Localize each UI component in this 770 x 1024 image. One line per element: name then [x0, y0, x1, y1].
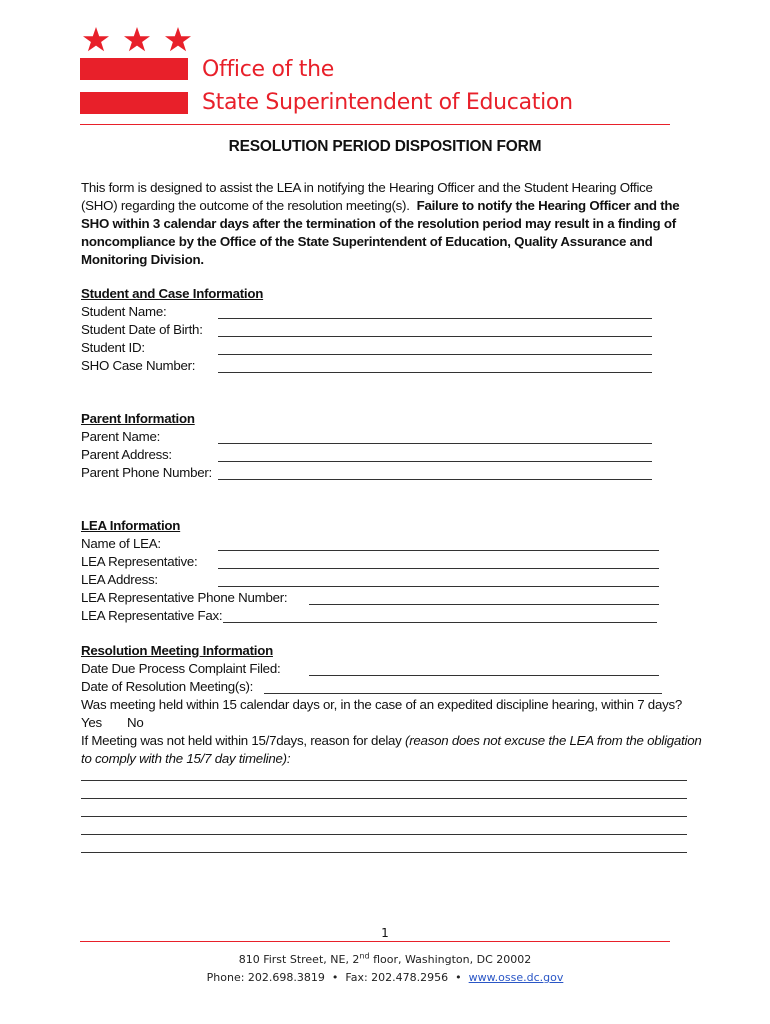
header-divider	[80, 124, 670, 125]
bullet-separator: •	[455, 971, 462, 984]
form-intro	[81, 179, 681, 269]
meeting-dates-label: Date of Resolution Meeting(s):	[81, 679, 254, 694]
address-ordinal: nd	[359, 951, 370, 961]
parent-phone-label: Parent Phone Number:	[81, 465, 213, 480]
delay-reason-line[interactable]	[81, 852, 687, 853]
delay-reason-prompt-cont	[81, 751, 290, 766]
no-option[interactable]: No	[127, 715, 144, 730]
delay-reason-line[interactable]	[81, 834, 687, 835]
delay-reason-line[interactable]	[81, 798, 687, 799]
lea-representative-field[interactable]	[218, 568, 659, 569]
parent-name-label: Parent Name:	[81, 429, 161, 444]
lea-name-label: Name of LEA:	[81, 536, 161, 551]
parent-phone-field[interactable]	[218, 479, 652, 480]
address-start: 810 First Street, NE, 2	[238, 953, 360, 966]
footer-phone: Phone: 202.698.3819	[206, 971, 325, 984]
bullet-separator: •	[331, 971, 339, 984]
lea-rep-phone-field[interactable]	[309, 604, 659, 605]
address-end: floor, Washington, DC 20002	[369, 953, 532, 966]
footer-website-link[interactable]: www.osse.dc.gov	[468, 971, 564, 984]
osse-logo	[80, 26, 600, 116]
dc-flag-bar-bottom	[80, 92, 188, 114]
footer-address	[0, 953, 770, 966]
parent-address-field[interactable]	[218, 461, 652, 462]
page-number: 1	[381, 926, 389, 940]
meeting-dates-field[interactable]	[264, 693, 662, 694]
delay-reason-line[interactable]	[81, 816, 687, 817]
sho-case-number-label: SHO Case Number:	[81, 358, 196, 373]
org-name-line2: State Superintendent of Education	[202, 90, 573, 115]
delay-reason-note-cont: to comply with the 15/7 day timeline):	[81, 751, 291, 766]
delay-reason-text: If Meeting was not held within 15/7days, reason for delay	[81, 733, 402, 748]
student-id-label: Student ID:	[81, 340, 145, 355]
student-name-label: Student Name:	[81, 304, 167, 319]
footer-fax: Fax: 202.478.2956	[345, 971, 449, 984]
delay-reason-note: (reason does not excuse the LEA from the obligation	[405, 733, 702, 748]
student-section-heading: Student and Case Information	[81, 286, 264, 301]
lea-rep-phone-label: LEA Representative Phone Number:	[81, 590, 288, 605]
lea-section-heading: LEA Information	[81, 518, 181, 533]
complaint-filed-label: Date Due Process Complaint Filed:	[81, 661, 281, 676]
lea-rep-fax-field[interactable]	[223, 622, 657, 623]
intro-text: This form is designed to assist the LEA in notifying the Hearing Officer and the Student Hearing Office (SHO) regarding the outcome of the resolution meeting(s).	[81, 180, 653, 213]
footer-divider	[80, 941, 670, 942]
lea-address-field[interactable]	[218, 586, 659, 587]
dc-flag-bar-top	[80, 58, 188, 80]
meeting-timeline-question: Was meeting held within 15 calendar days or, in the case of an expedited discipline hearing, within 7 days?	[81, 697, 683, 712]
yes-option[interactable]: Yes	[81, 715, 102, 730]
form-title: RESOLUTION PERIOD DISPOSITION FORM	[228, 138, 542, 155]
parent-section-heading: Parent Information	[81, 411, 195, 426]
student-name-field[interactable]	[218, 318, 652, 319]
lea-rep-fax-label: LEA Representative Fax:	[81, 608, 223, 623]
lea-address-label: LEA Address:	[81, 572, 158, 587]
lea-name-field[interactable]	[218, 550, 659, 551]
lea-representative-label: LEA Representative:	[81, 554, 198, 569]
student-dob-label: Student Date of Birth:	[81, 322, 203, 337]
delay-reason-line[interactable]	[81, 780, 687, 781]
meeting-section-heading: Resolution Meeting Information	[81, 643, 273, 658]
student-id-field[interactable]	[218, 354, 652, 355]
footer-contact	[0, 971, 770, 984]
student-dob-field[interactable]	[218, 336, 652, 337]
dc-flag-stars-icon	[82, 26, 192, 54]
delay-reason-prompt	[81, 733, 702, 748]
org-name-line1: Office of the	[202, 57, 334, 82]
parent-name-field[interactable]	[218, 443, 652, 444]
complaint-filed-field[interactable]	[309, 675, 659, 676]
parent-address-label: Parent Address:	[81, 447, 172, 462]
intro-warning: Failure to notify the Hearing Officer and the SHO within 3 calendar days after the termination of the resolution period may result in a finding of noncompliance by the Office of the State Superintendent of Education, Quality Assurance and Monitoring Division.	[81, 198, 680, 267]
sho-case-number-field[interactable]	[218, 372, 652, 373]
